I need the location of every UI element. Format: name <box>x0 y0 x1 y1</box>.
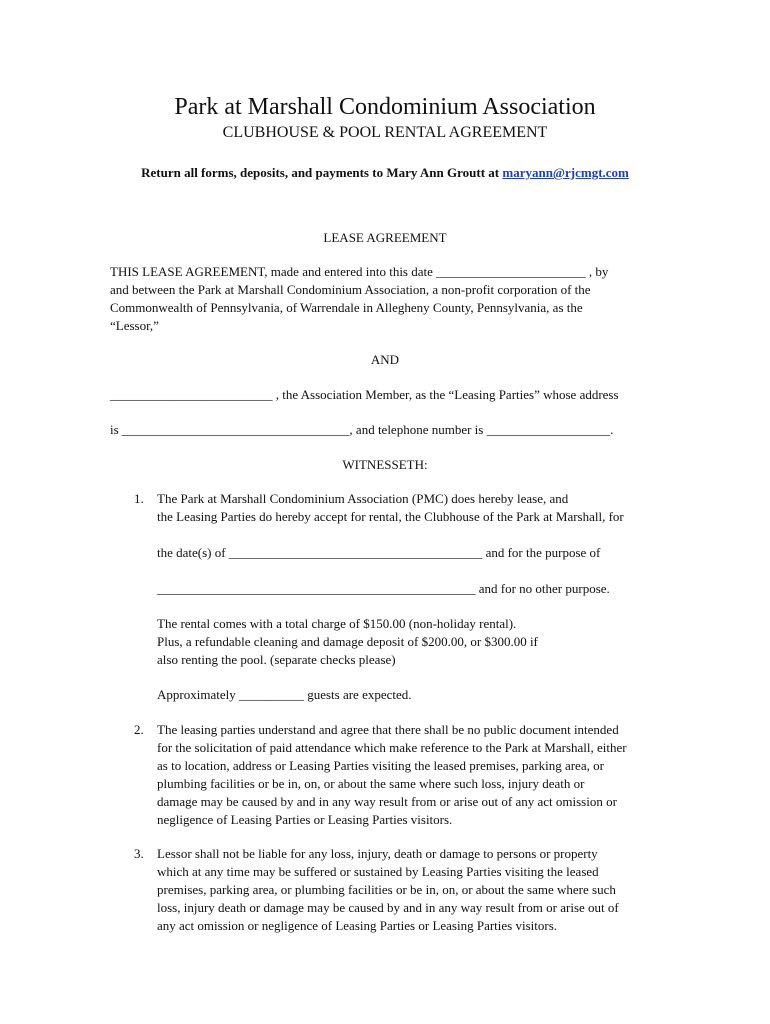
item-number: 3. <box>134 846 144 861</box>
lease-heading: LEASE AGREEMENT <box>323 230 447 245</box>
item-line: damage may be caused by and in any way result from or arise out of any act omission or <box>157 794 617 809</box>
item-line: the Leasing Parties do hereby accept for rental, the Clubhouse of the Park at Marshall, for <box>157 509 624 524</box>
item-line: plumbing facilities or be in, on, or about the same where such loss, injury death or <box>157 776 585 791</box>
charge-line: The rental comes with a total charge of $150.00 (non-holiday rental). <box>157 616 517 631</box>
email-link[interactable]: maryann@rjcmgt.com <box>502 165 629 180</box>
item-number: 1. <box>134 491 144 506</box>
item-line: negligence of Leasing Parties or Leasing Parties visitors. <box>157 812 453 827</box>
return-text: Return all forms, deposits, and payments to Mary Ann Groutt at <box>141 165 503 180</box>
item-line: which at any time may be suffered or sustained by Leasing Parties visiting the leased <box>157 864 599 879</box>
dates-line: the date(s) of _______________________________________ and for the purpose of <box>157 545 601 560</box>
item-line: Lessor shall not be liable for any loss, injury, death or damage to persons or property <box>157 846 598 861</box>
member-line: _________________________ , the Association Member, as the “Leasing Parties” whose address <box>110 387 619 402</box>
and-text: AND <box>370 352 400 367</box>
item-line: as to location, address or Leasing Parties visiting the leased premises, parking area, or <box>157 758 604 773</box>
intro-line: “Lessor,” <box>110 318 159 333</box>
return-instructions <box>0 164 770 182</box>
purpose-line: _________________________________________________ and for no other purpose. <box>157 581 610 596</box>
item-line: premises, parking area, or plumbing facilities or be in, on, or about the same where such <box>157 882 616 897</box>
item-line: The leasing parties understand and agree that there shall be no public document intended <box>157 722 619 737</box>
address-line: is ___________________________________, and telephone number is ___________________. <box>110 422 614 437</box>
witnesseth-heading: WITNESSETH: <box>342 457 428 472</box>
charge-line: Plus, a refundable cleaning and damage deposit of $200.00, or $300.00 if <box>157 634 538 649</box>
document-subtitle: CLUBHOUSE & POOL RENTAL AGREEMENT <box>222 124 548 141</box>
charge-line: also renting the pool. (separate checks please) <box>157 652 396 667</box>
item-line: The Park at Marshall Condominium Association (PMC) does hereby lease, and <box>157 491 569 506</box>
intro-line: and between the Park at Marshall Condominium Association, a non-profit corporation of the <box>110 282 591 297</box>
document-title: Park at Marshall Condominium Association <box>174 94 596 120</box>
item-line: loss, injury death or damage may be caused by and in any way result from or arise out of <box>157 900 619 915</box>
intro-line: THIS LEASE AGREEMENT, made and entered into this date _______________________ , by <box>110 264 609 279</box>
item-number: 2. <box>134 722 144 737</box>
intro-line: Commonwealth of Pennsylvania, of Warrendale in Allegheny County, Pennsylvania, as the <box>110 300 583 315</box>
item-line: for the solicitation of paid attendance which make reference to the Park at Marshall, either <box>157 740 627 755</box>
guests-line: Approximately __________ guests are expected. <box>157 687 412 702</box>
item-line: any act omission or negligence of Leasing Parties or Leasing Parties visitors. <box>157 918 558 933</box>
